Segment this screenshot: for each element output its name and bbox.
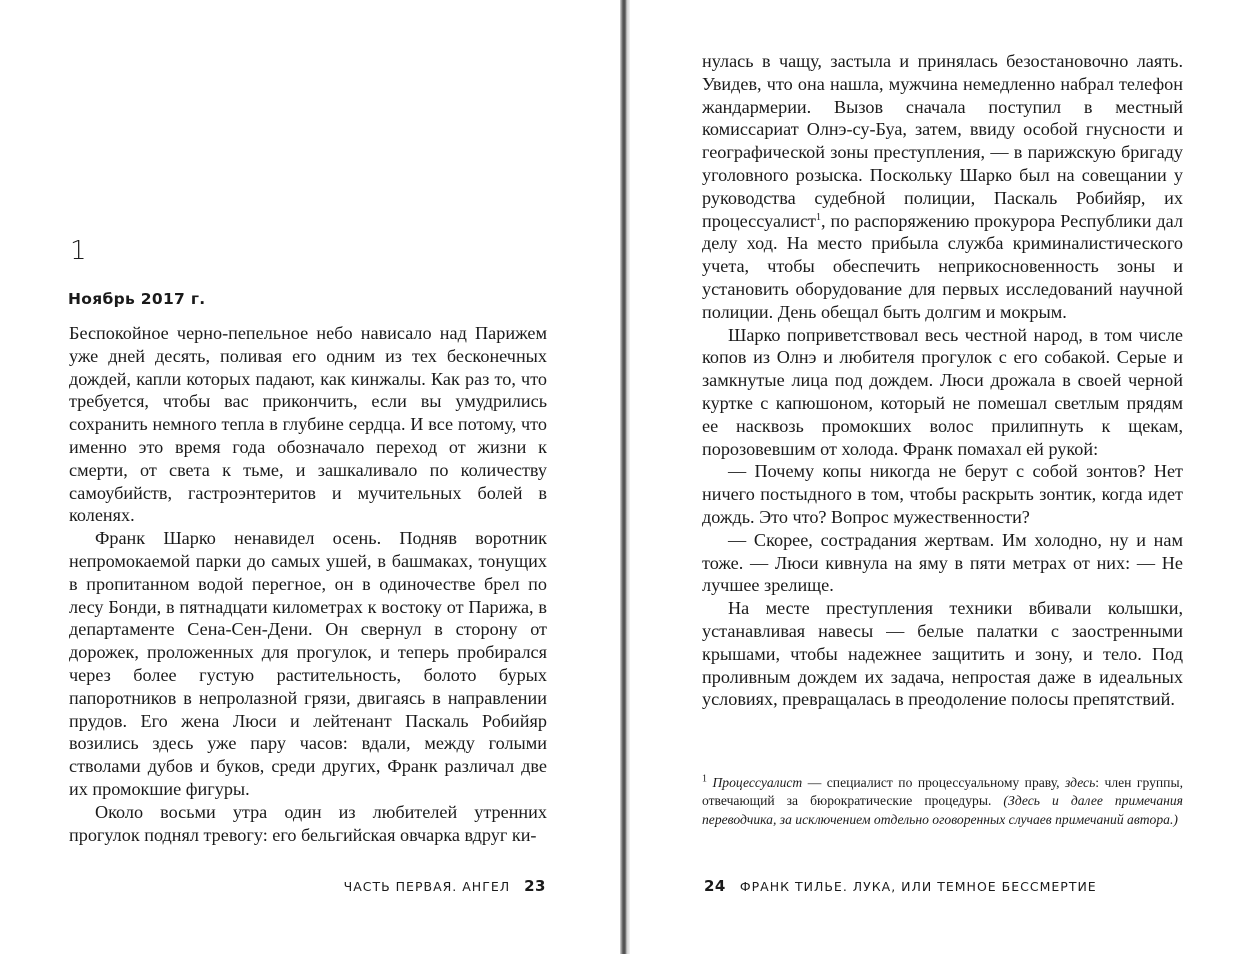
paragraph: Шарко поприветствовал весь честной народ, в том числе копов из Олнэ и любителя прогулок с его собакой. Серые и замкнутые лица под дождем. Люси дрожала в своей черной куртке с капюшоном, который не помешал светлым прядям ее насквозь промокших волос прилипнуть к щекам, порозовевшим от холода. Франк помахал ей рукой: [702,324,1183,459]
footnote-reference: 1 [816,211,822,223]
right-running-footer [704,877,1097,895]
footnote [702,774,1183,829]
page-number: 24 [704,877,726,895]
footnote-text: — специалист по процессуальному праву, [802,775,1066,790]
paragraph: — Скорее, сострадания жертвам. Им холодно, ну и нам тоже. — Люси кивнула на яму в пяти метрах от них: — Не лучшее зрелище. [702,529,1183,596]
chapter-number: 1 [70,236,87,266]
book-spine [620,0,630,954]
paragraph: На месте преступления техники вбивали колышки, устанавливая навесы — белые палатки с заостренными крышами, чтобы надежнее защитить и зону, и тело. Под проливным дождем их задача, непростая даже в идеальных условиях, превращалась в преодоление полосы препятствий. [702,598,1183,710]
right-body-text [702,50,1183,711]
left-page [0,0,620,954]
running-title: ФРАНК ТИЛЬЕ. ЛУКА, ИЛИ ТЕМНОЕ БЕССМЕРТИЕ [739,879,1097,894]
footnote-here: здесь [1065,775,1096,790]
paragraph [702,50,1183,324]
paragraph: Около восьми утра один из любителей утренних прогулок поднял тревогу: его бельгийская овчарка вдруг ки- [69,801,547,845]
paragraph-part: , по распоряжению прокурора Республики дал делу ход. На место прибыла служба криминалистического учета, чтобы обеспечить неприкосновенность зоны и установить оборудование для первых исследований научной полиции. День обещал быть долгим и мокрым. [702,210,1183,322]
paragraph: Франк Шарко ненавидел осень. Подняв воротник непромокаемой парки до самых ушей, в башмаках, тонущих в пропитанном водой перегное, он в одиночестве брел по лесу Бонди, в пятнадцати километрах к востоку от Парижа, в департаменте Сена-Сен-Дени. Он свернул в сторону от дорожек, проложенных для прогулок, и теперь пробирался через более густую растительность, болото бурых папоротников в непролазной грязи, двигаясь в направлении прудов. Его жена Люси и лейтенант Паскаль Робийяр возились здесь уже пару часов: вдали, между голыми стволами дубов и буков, среди других, Франк различал две их промокшие фигуры. [69,528,547,799]
running-title: ЧАСТЬ ПЕРВАЯ. АНГЕЛ [343,879,511,894]
left-body-text [69,322,547,846]
footnote-term: Процессуалист [712,775,803,790]
footnote-marker: 1 [702,773,707,785]
paragraph-part: нулась в чащу, застыла и принялась безостановочно лаять. Увидев, что она нашла, мужчина немедленно набрал телефон жандармерии. Вызов сначала поступил в местный комиссариат Олнэ-су-Буа, затем, ввиду особой гнусности и географической зоны преступления, — в парижскую бригаду уголовного розыска. Поскольку Шарко был на совещании у руководства судебной полиции, Паскаль Робийяр, их процессуалист [702,51,1183,231]
paragraph: Беспокойное черно-пепельное небо нависало над Парижем уже дней десять, поливая его одним из тех бесконечных дождей, капли которых падают, как кинжалы. Как раз то, что требуется, чтобы вас прикончить, если вы умудрились сохранить немного тепла в глубине сердца. И все потому, что именно это время года обозначало переход от жизни к смерти, от света к тьме, и зашкаливало по количеству самоубийств, гастроэнтеритов и мучительных болей в коленях. [69,323,547,526]
page-number: 23 [524,877,546,895]
chapter-date: Ноябрь 2017 г. [68,290,206,308]
footnote-note: (Здесь и далее примечания переводчика, за исключением отдельно оговоренных случаев примечаний автора.) [702,793,1183,827]
footnote-text: : член группы, отвечающий за бюрократические процедуры. [702,775,1183,809]
right-page [630,0,1250,954]
left-running-footer [344,877,546,895]
paragraph: — Почему копы никогда не берут с собой зонтов? Нет ничего постыдного в том, чтобы раскрыть зонтик, когда идет дождь. Это что? Вопрос мужественности? [702,461,1183,527]
